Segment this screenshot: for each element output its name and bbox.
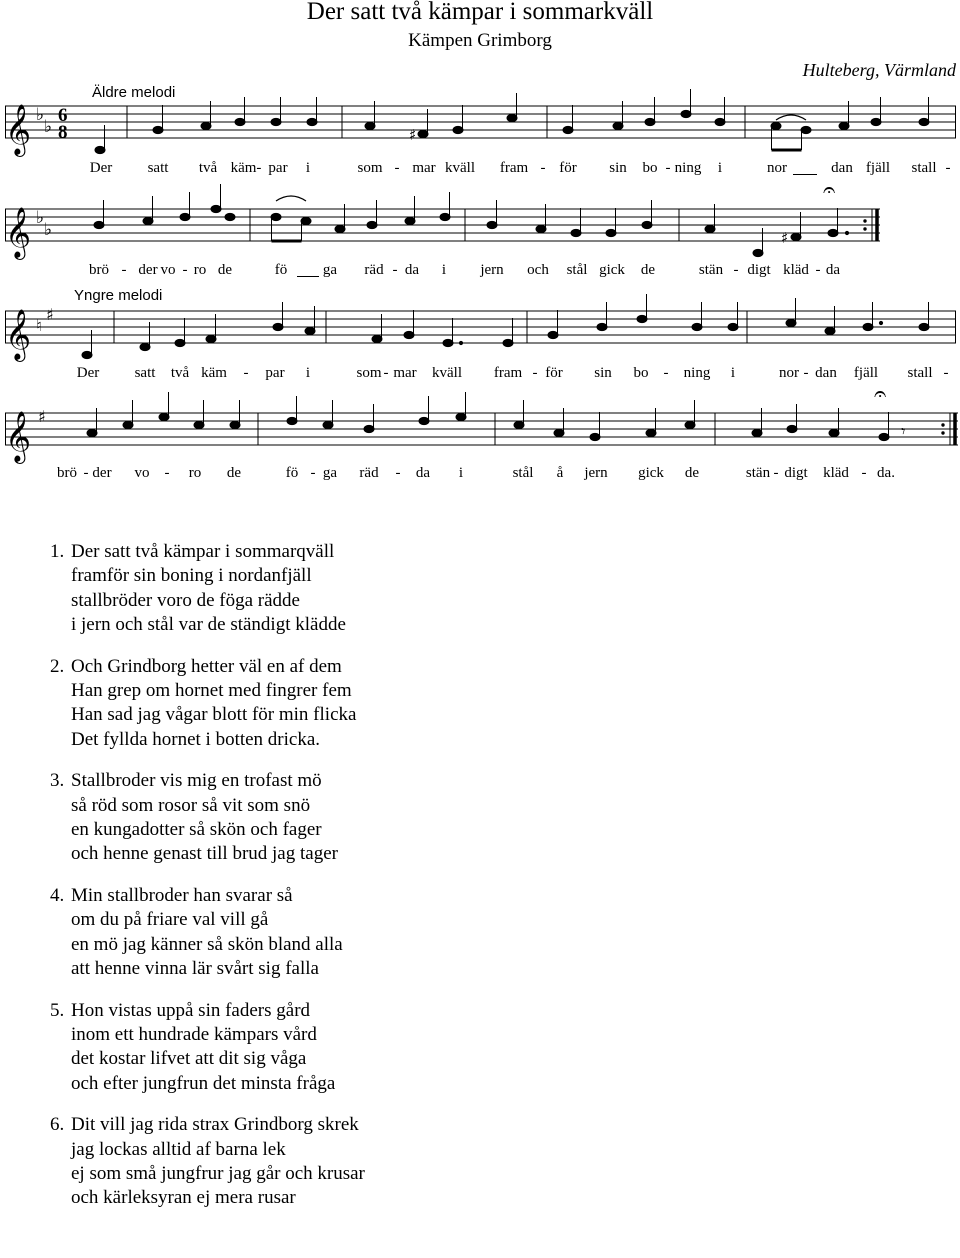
lyric-syllable: kväll bbox=[445, 160, 475, 176]
verse-line: framför sin boning i nordanfjäll bbox=[71, 565, 312, 587]
lyric-syllable: digt bbox=[784, 465, 808, 481]
treble-clef-icon: 𝄞 bbox=[5, 309, 32, 360]
verse-line: inom ett hundrade kämpars vård bbox=[71, 1023, 317, 1045]
lyric-syllable: räd bbox=[364, 262, 384, 278]
verse-line: jag lockas alltid af barna lek bbox=[71, 1138, 286, 1160]
lyric-syllable: fjäll bbox=[853, 365, 879, 381]
verse-line: Min stallbroder han svarar så bbox=[71, 884, 293, 906]
song-origin: Hulteberg, Värmland bbox=[802, 60, 956, 80]
lyric-syllable: sin bbox=[609, 160, 627, 176]
lyric-syllable: jern bbox=[584, 465, 608, 481]
lyrics-line-2 bbox=[0, 262, 960, 282]
treble-clef-icon: 𝄞 bbox=[5, 104, 32, 155]
lyric-syllable: nor bbox=[767, 160, 787, 176]
lyric-syllable: dan bbox=[831, 160, 853, 176]
flat-sign-icon: ♭ bbox=[44, 220, 53, 240]
slur-icon bbox=[776, 115, 806, 120]
lyric-syllable: i bbox=[458, 465, 464, 481]
lyric-syllable: ro bbox=[193, 262, 207, 278]
lyric-syllable: de bbox=[226, 465, 242, 481]
lyric-syllable: de bbox=[684, 465, 700, 481]
verse-line: om du på friare val vill gå bbox=[71, 909, 269, 931]
lyrics-line-1 bbox=[0, 160, 960, 180]
lyric-syllable: stall bbox=[907, 365, 933, 381]
lyric-syllable: i bbox=[441, 262, 447, 278]
lyric-syllable: - bbox=[310, 465, 316, 481]
staff-2 bbox=[0, 178, 960, 263]
lyric-syllable: - bbox=[392, 262, 398, 278]
lyric-syllable: stål bbox=[512, 465, 534, 481]
lyric-syllable: da bbox=[404, 262, 420, 278]
lyric-syllable: som bbox=[357, 160, 383, 176]
flat-sign-icon: ♭ bbox=[36, 208, 45, 228]
lyric-syllable: i bbox=[305, 160, 311, 176]
lyric-syllable: - bbox=[861, 465, 867, 481]
lyric-syllable: - bbox=[164, 465, 170, 481]
time-signature-top: 6 bbox=[58, 105, 68, 126]
lyric-syllable: de bbox=[217, 262, 233, 278]
verse-4 bbox=[50, 884, 930, 982]
verse-number: 4. bbox=[50, 884, 65, 906]
lyric-syllable: der bbox=[92, 465, 112, 481]
verse-line: Stallbroder vis mig en trofast mö bbox=[71, 770, 322, 792]
verse-number: 2. bbox=[50, 655, 65, 677]
lyric-syllable: mar bbox=[412, 160, 436, 176]
staff-3 bbox=[0, 295, 960, 365]
song-subtitle: Kämpen Grimborg bbox=[408, 30, 552, 51]
lyric-syllable: brö bbox=[57, 465, 77, 481]
time-signature-bottom: 8 bbox=[58, 122, 68, 143]
lyric-syllable: räd bbox=[359, 465, 379, 481]
verse-line: Och Grindborg hetter väl en af dem bbox=[71, 655, 342, 677]
lyric-syllable: satt bbox=[134, 365, 156, 381]
sharp-sign-icon: ♯ bbox=[46, 305, 54, 324]
lyric-syllable: fram bbox=[499, 160, 529, 176]
lyric-syllable: vo bbox=[160, 262, 176, 278]
lyric-syllable: stål bbox=[566, 262, 588, 278]
lyric-syllable: och bbox=[527, 262, 549, 278]
verse-line: stallbröder voro de föga rädde bbox=[71, 589, 300, 611]
lyric-syllable: gick bbox=[638, 465, 664, 481]
lyric-syllable: två bbox=[198, 160, 218, 176]
verse-number: 6. bbox=[50, 1114, 65, 1136]
verse-6 bbox=[50, 1113, 930, 1211]
lyric-syllable: fram bbox=[493, 365, 523, 381]
lyric-syllable: fö bbox=[274, 262, 288, 278]
lyric-syllable: - bbox=[663, 365, 669, 381]
lyric-syllable: i bbox=[305, 365, 311, 381]
verse-line: så röd som rosor så vit som snö bbox=[71, 794, 311, 816]
lyric-syllable: digt bbox=[747, 262, 771, 278]
verse-line: Det fyllda hornet i botten dricka. bbox=[71, 728, 321, 750]
lyric-syllable: kläd bbox=[823, 465, 849, 481]
lyric-syllable: kväll bbox=[432, 365, 462, 381]
lyric-syllable: - bbox=[83, 465, 89, 481]
lyric-syllable: mar bbox=[393, 365, 417, 381]
treble-clef-icon: 𝄞 bbox=[5, 411, 32, 462]
sharp-sign-icon: ♯ bbox=[781, 229, 789, 247]
verse-number: 5. bbox=[50, 999, 65, 1021]
younger-melody-label: Yngre melodi bbox=[74, 287, 163, 304]
lyric-syllable: dan bbox=[815, 365, 837, 381]
lyric-syllable: stall bbox=[911, 160, 937, 176]
lyric-syllable: kläd bbox=[783, 262, 809, 278]
lyric-syllable: ning bbox=[674, 160, 702, 176]
lyric-syllable: Der bbox=[89, 160, 113, 176]
lyric-syllable: i bbox=[717, 160, 723, 176]
verse-line: i jern och stål var de ständigt klädde bbox=[71, 614, 346, 636]
lyric-syllable: der bbox=[138, 262, 158, 278]
lyric-syllable: som bbox=[356, 365, 382, 381]
verse-5 bbox=[50, 999, 930, 1097]
notes-line-3 bbox=[82, 294, 929, 359]
verse-line: Der satt två kämpar i sommarqväll bbox=[71, 541, 335, 562]
lyric-syllable: - bbox=[121, 262, 127, 278]
lyric-syllable: jern bbox=[480, 262, 504, 278]
notes-line-1 bbox=[95, 89, 929, 154]
natural-sign-icon: ♮ bbox=[36, 316, 42, 335]
lyric-syllable: - bbox=[665, 160, 671, 176]
verse-line: Han grep om hornet med fingrer fem bbox=[71, 680, 352, 702]
lyric-syllable: stän bbox=[698, 262, 724, 278]
verse-line: att henne vinna lär svårt sig falla bbox=[71, 958, 319, 980]
lyric-syllable: da. bbox=[877, 465, 895, 481]
lyrics-line-3 bbox=[0, 365, 960, 385]
lyric-syllable: - bbox=[540, 160, 546, 176]
notes-line-2 bbox=[94, 184, 849, 257]
verse-line: Hon vistas uppå sin faders gård bbox=[71, 999, 311, 1021]
lyric-syllable: satt bbox=[147, 160, 169, 176]
lyric-syllable: fö bbox=[285, 465, 299, 481]
lyric-syllable: käm bbox=[201, 365, 227, 381]
sharp-sign-icon: ♯ bbox=[38, 407, 46, 426]
lyric-syllable: - bbox=[945, 160, 951, 176]
lyric-syllable: - bbox=[182, 262, 188, 278]
lyric-syllable: bo bbox=[633, 365, 649, 381]
lyric-syllable: käm- bbox=[230, 160, 262, 176]
staff-4 bbox=[0, 382, 960, 467]
older-melody-label: Äldre melodi bbox=[92, 84, 176, 101]
verse-line: ej som små jungfrur jag går och krusar bbox=[71, 1162, 365, 1184]
staff-1 bbox=[0, 90, 960, 160]
verse-line: Han sad jag vågar blott för min flicka bbox=[71, 704, 357, 726]
lyric-syllable: ro bbox=[188, 465, 202, 481]
verse-line: och efter jungfrun det minsta fråga bbox=[71, 1072, 336, 1094]
lyric-syllable: stän bbox=[745, 465, 771, 481]
lyric-syllable: gick bbox=[599, 262, 625, 278]
lyric-syllable: - bbox=[733, 262, 739, 278]
flat-sign-icon: ♭ bbox=[36, 105, 45, 125]
lyric-syllable: i bbox=[730, 365, 736, 381]
verses bbox=[50, 540, 930, 1228]
lyric-syllable: sin bbox=[594, 365, 612, 381]
fermata-icon: 𝄐 bbox=[823, 178, 836, 203]
lyric-syllable: bo bbox=[642, 160, 658, 176]
lyric-syllable: två bbox=[170, 365, 190, 381]
verse-1 bbox=[50, 540, 930, 638]
verse-2 bbox=[50, 655, 930, 753]
melisma-line bbox=[297, 276, 319, 277]
verse-line: och kärleksyran ej mera rusar bbox=[71, 1187, 296, 1209]
lyric-syllable: ga bbox=[322, 262, 338, 278]
verse-line: en mö jag känner så skön bland alla bbox=[71, 933, 343, 955]
verse-line: det kostar lifvet att dit sig våga bbox=[71, 1048, 307, 1070]
melisma-line bbox=[793, 174, 817, 175]
eighth-rest-icon: 𝄾 bbox=[901, 422, 906, 442]
verse-number: 3. bbox=[50, 770, 65, 792]
lyric-syllable: - bbox=[243, 365, 249, 381]
verse-3 bbox=[50, 769, 930, 867]
verse-line: Dit vill jag rida strax Grindborg skrek bbox=[71, 1114, 359, 1136]
lyric-syllable: nor bbox=[779, 365, 799, 381]
lyric-syllable: för bbox=[559, 160, 577, 176]
lyric-syllable: å bbox=[556, 465, 564, 481]
slur-icon bbox=[276, 196, 306, 201]
lyric-syllable: par bbox=[265, 365, 285, 381]
verse-number: 1. bbox=[50, 541, 65, 562]
lyric-syllable: - bbox=[815, 262, 821, 278]
treble-clef-icon: 𝄞 bbox=[5, 207, 32, 258]
lyric-syllable: - bbox=[395, 465, 401, 481]
lyric-syllable: - bbox=[394, 160, 400, 176]
flat-sign-icon: ♭ bbox=[44, 117, 53, 137]
lyric-syllable: Der bbox=[76, 365, 100, 381]
lyric-syllable: fjäll bbox=[865, 160, 891, 176]
lyric-syllable: - bbox=[773, 465, 779, 481]
lyric-syllable: för bbox=[545, 365, 563, 381]
lyric-syllable: brö bbox=[89, 262, 109, 278]
song-title: Der satt två kämpar i sommarkväll bbox=[306, 0, 654, 25]
lyric-syllable: da bbox=[415, 465, 431, 481]
lyric-syllable: - bbox=[383, 365, 389, 381]
verse-line: och henne genast till brud jag tager bbox=[71, 843, 338, 865]
lyric-syllable: da bbox=[825, 262, 841, 278]
verse-line: en kungadotter så skön och fager bbox=[71, 819, 322, 841]
lyric-syllable: - bbox=[803, 365, 809, 381]
lyric-syllable: par bbox=[268, 160, 288, 176]
lyric-syllable: ga bbox=[322, 465, 338, 481]
lyric-syllable: vo bbox=[134, 465, 150, 481]
lyric-syllable: - bbox=[532, 365, 538, 381]
lyric-syllable: - bbox=[943, 365, 949, 381]
fermata-icon: 𝄐 bbox=[874, 382, 887, 407]
sharp-sign-icon: ♯ bbox=[409, 126, 417, 144]
notes-line-4 bbox=[87, 392, 889, 441]
lyric-syllable: de bbox=[640, 262, 656, 278]
lyrics-line-4 bbox=[0, 465, 960, 485]
lyric-syllable: ning bbox=[683, 365, 711, 381]
